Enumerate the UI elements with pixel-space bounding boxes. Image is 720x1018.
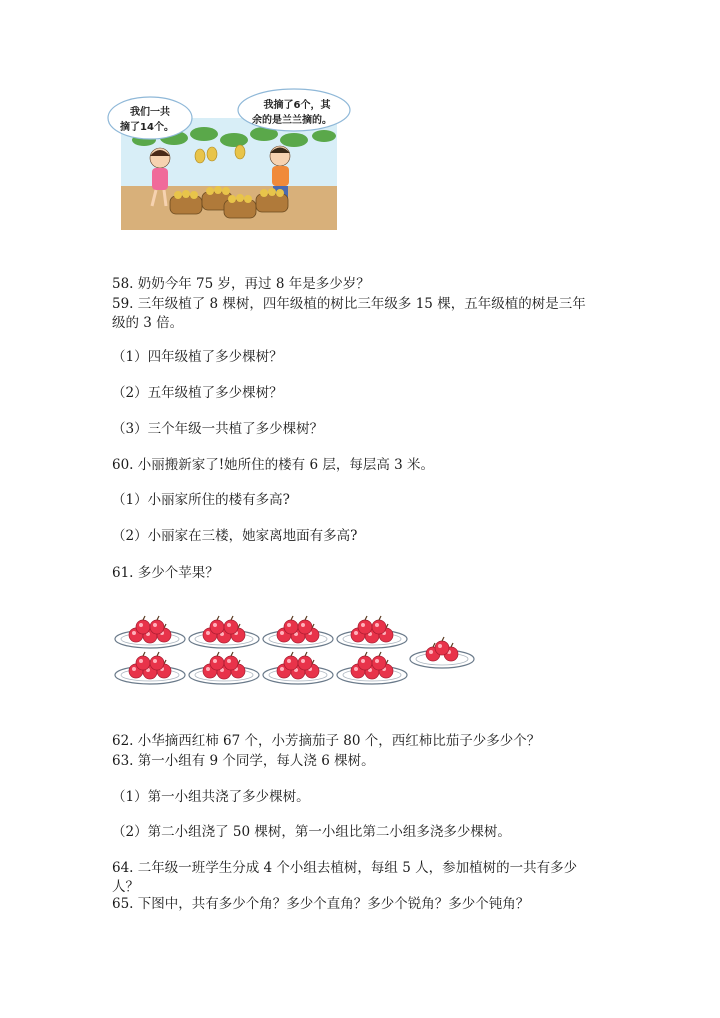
apple — [298, 620, 312, 634]
pear-picking-illustration — [104, 88, 356, 234]
apple-plate — [410, 637, 474, 668]
question-60-part2: （2）小丽家在三楼，她家离地面有多高? — [112, 528, 358, 544]
bubble-right-line1: 我摘了6个，其 — [263, 100, 331, 111]
bubble-right-line2: 余的是兰兰摘的。 — [252, 115, 332, 126]
apple — [284, 620, 298, 634]
apple-plate — [189, 616, 259, 648]
apple-plate — [337, 652, 407, 684]
question-60: 60. 小丽搬新家了!她所住的楼有 6 层，每层高 3 米。 — [112, 457, 435, 473]
question-59-part1: （1）四年级植了多少棵树？ — [112, 349, 283, 365]
question-63-part2: （2）第二小组浇了 50 棵树，第一小组比第二小组多浇多少棵树。 — [112, 824, 511, 840]
question-64-line1: 64. 二年级一班学生分成 4 个小组去植树，每组 5 人，参加植树的一共有多少 — [112, 860, 578, 876]
question-63-part1: （1）第一小组共浇了多少棵树。 — [112, 789, 310, 805]
apple — [210, 620, 224, 634]
apple — [372, 620, 386, 634]
question-59-part2: （2）五年级植了多少棵树？ — [112, 385, 283, 401]
apple-plate — [115, 652, 185, 684]
apple — [136, 656, 150, 670]
apple — [298, 656, 312, 670]
speech-bubble-right — [238, 89, 350, 131]
apple — [210, 656, 224, 670]
question-59-line2: 级的 3 倍。 — [112, 315, 184, 331]
apple-plate — [263, 652, 333, 684]
question-58: 58. 奶奶今年 75 岁，再过 8 年是多少岁？ — [112, 276, 370, 292]
apple — [435, 641, 449, 655]
speech-bubble-left — [108, 97, 192, 139]
question-60-part1: （1）小丽家所住的楼有多高? — [112, 492, 290, 508]
apple-plates-figure — [112, 608, 484, 690]
apple — [284, 656, 298, 670]
apple — [358, 656, 372, 670]
question-63: 63. 第一小组有 9 个同学，每人浇 6 棵树。 — [112, 753, 375, 769]
apple — [358, 620, 372, 634]
question-62: 62. 小华摘西红柿 67 个，小芳摘茄子 80 个，西红柿比茄子少多少个？ — [112, 733, 541, 749]
apple — [150, 656, 164, 670]
question-64-line2: 人？ — [112, 879, 139, 895]
apple — [150, 620, 164, 634]
question-59-part3: （3）三个年级一共植了多少棵树？ — [112, 421, 324, 437]
apple — [224, 656, 238, 670]
apple — [224, 620, 238, 634]
apple-plate — [115, 616, 185, 648]
bubble-left-line2: 摘了14个。 — [120, 122, 174, 133]
question-59-line1: 59. 三年级植了 8 棵树，四年级植的树比三年级多 15 棵，五年级植的树是三年 — [112, 296, 586, 312]
apple — [136, 620, 150, 634]
apple-plate — [337, 616, 407, 648]
question-65: 65. 下图中，共有多少个角？多少个直角？多少个锐角？多少个钝角？ — [112, 896, 530, 912]
apple — [372, 656, 386, 670]
question-61: 61. 多少个苹果？ — [112, 565, 219, 581]
apple-plate — [263, 616, 333, 648]
bubble-left-line1: 我们一共 — [130, 107, 170, 118]
apple-plate — [189, 652, 259, 684]
